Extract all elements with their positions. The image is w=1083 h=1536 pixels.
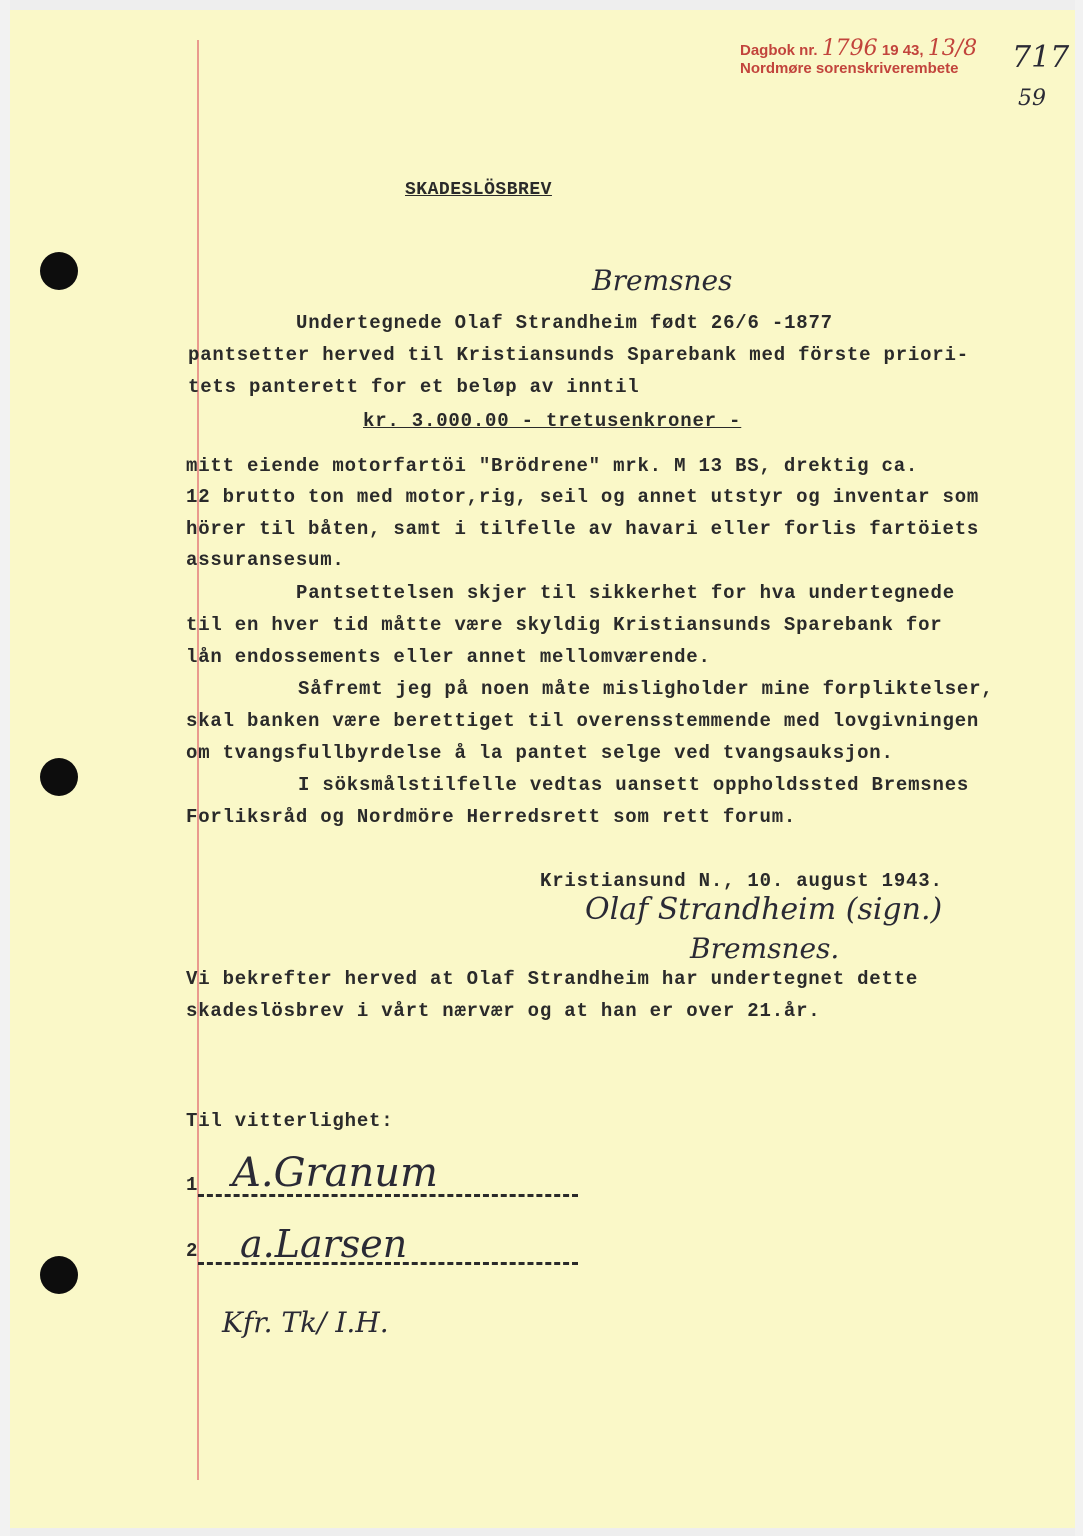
punch-hole-bottom [40,1256,78,1294]
body-line-5: mitt eiende motorfartöi "Brödrene" mrk. M 13 BS, drektig ca. [186,455,919,477]
handwritten-footer-note: Kfr. Tk/ I.H. [222,1306,389,1339]
witness-signature-line-2 [198,1262,578,1265]
witness-signature-2: a.Larsen [240,1222,408,1266]
body-line-9: Pantsettelsen skjer til sikkerhet for hva undertegnede [296,582,955,604]
scan-edge-bottom [0,1528,1083,1536]
body-line-2: pantsetter herved til Kristiansunds Sparebank med förste priori- [188,344,969,366]
body-line-12: Såfremt jeg på noen måte misligholder mine forpliktelser, [298,678,994,700]
stamp-prefix: Dagbok nr. [740,42,818,59]
punch-hole-top [40,252,78,290]
body-line-16: Forliksråd og Nordmöre Herredsrett som rett forum. [186,806,797,828]
body-line-3: tets panterett for et beløp av inntil [188,376,640,398]
witness-number-1: 1 [186,1174,198,1196]
witness-statement-line-1: Vi bekrefter herved at Olaf Strandheim har undertegnet dette [186,968,919,990]
handwritten-signature: Olaf Strandheim (sign.) [585,892,943,927]
body-line-15: I söksmålstilfelle vedtas uansett oppholdssted Bremsnes [298,774,970,796]
stamp-date: 13/8 [927,36,978,61]
witness-heading: Til vitterlighet: [186,1110,394,1132]
scan-edge-top [0,0,1083,10]
handwritten-signature-place: Bremsnes. [690,932,840,965]
body-line-10: til en hver tid måtte være skyldig Kristiansunds Sparebank for [186,614,943,636]
folio-number-top: 717 [1012,40,1070,75]
registry-stamp-line2: Nordmøre sorenskriverembete [740,60,959,77]
witness-number-2: 2 [186,1240,198,1262]
body-line-13: skal banken være berettiget til overensstemmende med lovgivningen [186,710,980,732]
handwritten-place-annotation: Bremsnes [592,264,733,297]
witness-signature-line-1 [198,1194,578,1197]
scan-edge-left [0,0,10,1536]
body-line-7: hörer til båten, samt i tilfelle av havari eller forlis fartöiets [186,518,980,540]
stamp-year: 19 43, [881,42,924,59]
document-title: SKADESLÖSBREV [405,180,552,200]
folio-number-bottom: 59 [1018,86,1046,111]
body-line-11: lån endossements eller annet mellomværende. [186,646,711,668]
date-line: Kristiansund N., 10. august 1943. [540,870,943,892]
amount-line: kr. 3.000.00 - tretusenkroner - [363,410,742,432]
witness-statement-line-2: skadeslösbrev i vårt nærvær og at han er over 21.år. [186,1000,821,1022]
scan-edge-right [1075,0,1083,1536]
stamp-number: 1796 [821,36,878,61]
punch-hole-middle [40,758,78,796]
body-line-6: 12 brutto ton med motor,rig, seil og annet utstyr og inventar som [186,486,980,508]
registry-stamp-line1 [740,36,977,61]
body-line-14: om tvangsfullbyrdelse å la pantet selge ved tvangsauksjon. [186,742,894,764]
body-line-8: assuransesum. [186,549,345,571]
body-line-1: Undertegnede Olaf Strandheim født 26/6 -1877 [296,312,833,334]
witness-signature-1: A.Granum [232,1150,438,1196]
